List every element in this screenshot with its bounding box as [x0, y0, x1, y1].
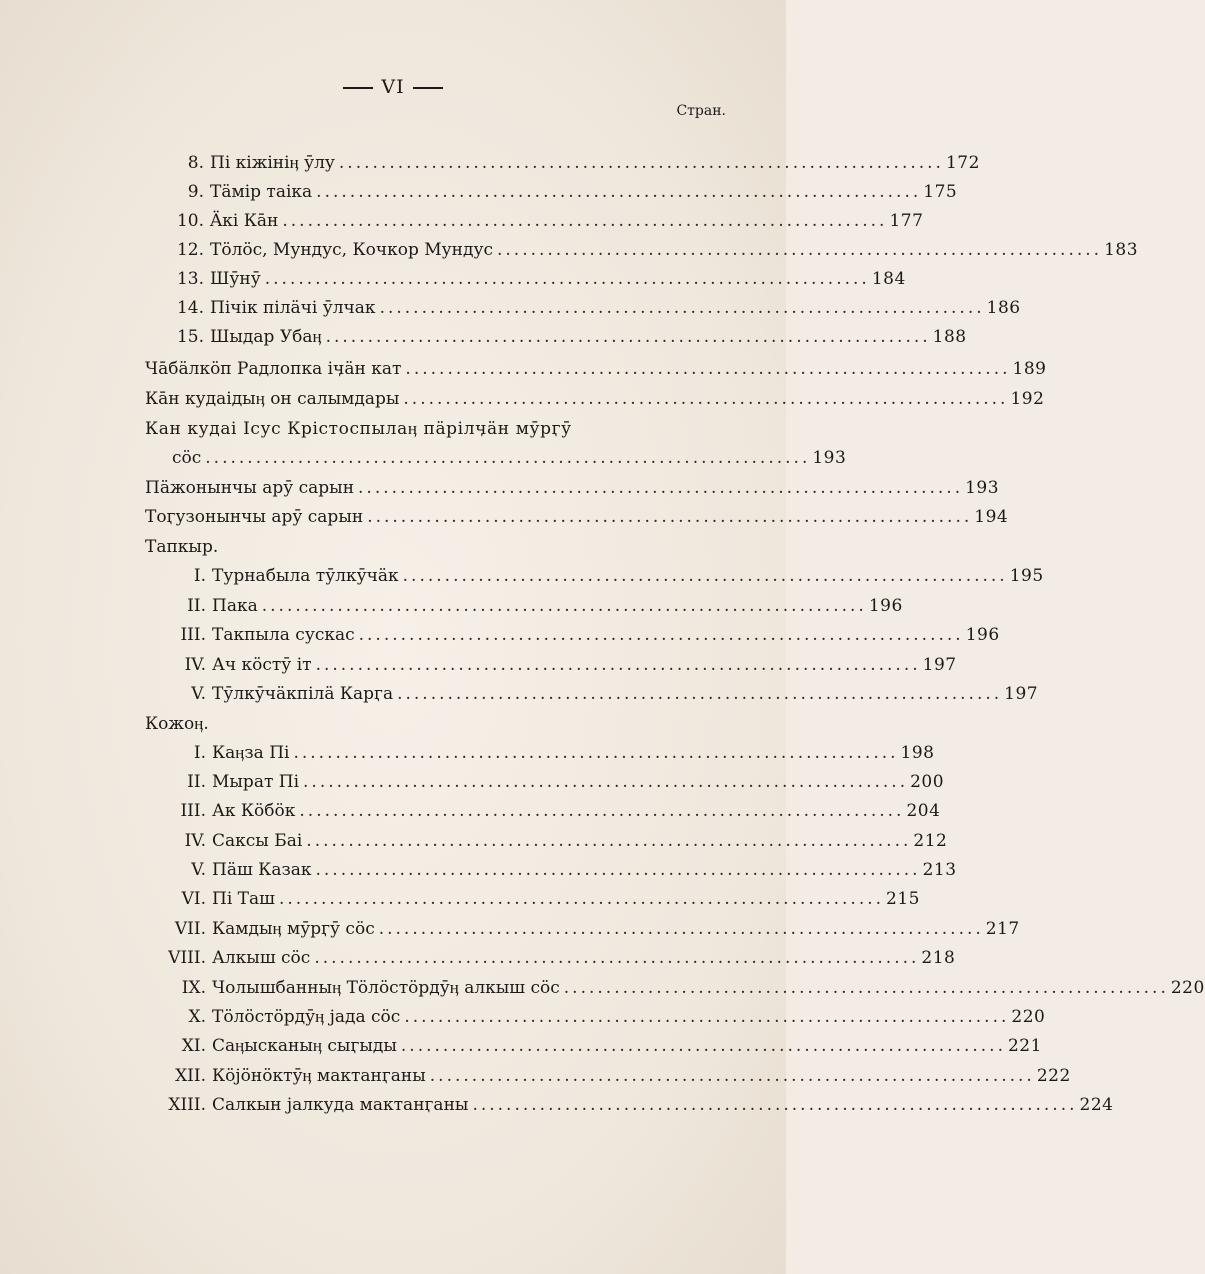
- leader-dots: ........................................................................: [367, 507, 973, 527]
- leader-dots: ........................................................................: [303, 772, 909, 792]
- leader-dots: ........................................................................: [282, 211, 888, 231]
- entry-number: 9.: [187, 182, 204, 202]
- entry-title: Тӧлӧстӧрдӯӊ јада сӧс: [212, 1007, 401, 1027]
- entry-page: 212: [913, 831, 948, 851]
- entry-page: 220: [1170, 978, 1205, 998]
- entry-page: 177: [889, 211, 924, 231]
- entry-title: Камдыӊ мӯрӷӯ сӧс: [212, 919, 375, 939]
- leader-dots: ........................................................................: [403, 389, 1009, 409]
- leader-dots: ........................................................................: [261, 596, 867, 616]
- toc-entry[interactable]: [150, 919, 1020, 948]
- toc-entry[interactable]: [150, 566, 1044, 595]
- leader-dots: ........................................................................: [496, 240, 1103, 260]
- entry-number: V.: [191, 684, 206, 704]
- leader-dots: ........................................................................: [293, 743, 899, 763]
- toc-entry[interactable]: [150, 327, 967, 356]
- entry-page: 184: [871, 269, 906, 289]
- toc-entry[interactable]: [150, 655, 957, 684]
- leader-dots: ........................................................................: [315, 655, 921, 675]
- leader-dots: ........................................................................: [379, 298, 985, 318]
- entry-title: Ач кӧстӯ іт: [212, 655, 312, 675]
- entry-title: Тӧлӧс, Мундус, Кочкор Мундус: [210, 240, 493, 260]
- entry-title: Кан кудаі Ісус Крістоспылаӊ пäрілӌäн мӯрӷӯ: [145, 419, 572, 439]
- entry-number: IX.: [181, 978, 206, 998]
- header-dash-right: [413, 87, 443, 89]
- page-header: [0, 76, 786, 98]
- entry-number: I.: [193, 566, 206, 586]
- entry-title: Турнабыла тӯлкӯчäк: [212, 566, 399, 586]
- entry-number: 14.: [176, 298, 204, 318]
- entry-page: 224: [1079, 1095, 1114, 1115]
- entry-title: Пічік пілäчі ӯлчак: [210, 298, 376, 318]
- entry-title: Пака: [212, 596, 258, 616]
- leader-dots: ........................................................................: [429, 1066, 1035, 1086]
- toc-entry[interactable]: [150, 801, 941, 830]
- leader-dots: ........................................................................: [358, 478, 964, 498]
- entry-number: 10.: [176, 211, 204, 231]
- toc-entry[interactable]: [150, 772, 945, 801]
- toc-entry[interactable]: [150, 240, 1139, 269]
- entry-title: Пäжонынчы арӯ сарын: [145, 478, 355, 498]
- toc-entry[interactable]: [150, 596, 903, 625]
- page-label: VI: [381, 76, 405, 98]
- entry-number: XII.: [175, 1066, 206, 1086]
- leader-dots: ........................................................................: [402, 566, 1008, 586]
- leader-dots: ........................................................................: [472, 1095, 1078, 1115]
- entry-number: X.: [188, 1007, 206, 1027]
- entry-page: 218: [921, 948, 956, 968]
- entry-title: Шыдар Убаӊ: [210, 327, 322, 347]
- entry-page: 195: [1009, 566, 1044, 586]
- toc-entry[interactable]: [150, 1095, 1114, 1124]
- toc-entry[interactable]: [150, 889, 920, 918]
- leader-dots: ........................................................................: [314, 948, 920, 968]
- entry-number: VIII.: [168, 948, 206, 968]
- toc-entry[interactable]: [150, 298, 1021, 327]
- toc-entry[interactable]: [150, 211, 924, 240]
- toc-entry[interactable]: [150, 625, 1000, 654]
- leader-dots: ........................................................................: [563, 978, 1169, 998]
- toc-entry[interactable]: [150, 153, 980, 182]
- entry-page: 198: [900, 743, 935, 763]
- toc-entry-continuation[interactable]: [172, 448, 847, 477]
- entry-number: III.: [180, 625, 206, 645]
- toc-entry-wrapped[interactable]: [145, 419, 714, 448]
- entry-title: Саӊысканыӊ сыӷыды: [212, 1036, 397, 1056]
- leader-dots: ........................................................................: [397, 684, 1003, 704]
- entry-title: Кāн кудаідыӊ он салымдары: [145, 389, 400, 409]
- entry-title: сӧс: [172, 448, 202, 468]
- entry-title: Салкын јалкуда мактанӷаны: [212, 1095, 469, 1115]
- entry-page: 222: [1036, 1066, 1071, 1086]
- entry-page: 196: [868, 596, 903, 616]
- toc-entry[interactable]: [150, 743, 935, 772]
- entry-title: Чāбäлкӧп Радлопка іӌäн кат: [145, 359, 402, 379]
- leader-dots: ........................................................................: [306, 831, 912, 851]
- leader-dots: ........................................................................: [358, 625, 964, 645]
- entry-number: 8.: [187, 153, 204, 173]
- entry-number: II.: [187, 772, 206, 792]
- entry-page: 217: [985, 919, 1020, 939]
- entry-page: 204: [906, 801, 941, 821]
- entry-page: 175: [923, 182, 958, 202]
- entry-page: 221: [1007, 1036, 1042, 1056]
- entry-page: 220: [1011, 1007, 1046, 1027]
- entry-number: IV.: [184, 831, 206, 851]
- entry-title: Ак Кӧбӧк: [212, 801, 296, 821]
- entry-title: Шӯнӯ: [210, 269, 261, 289]
- entry-title: Мырат Пі: [212, 772, 300, 792]
- entry-page: 200: [910, 772, 945, 792]
- entry-page: 193: [965, 478, 1000, 498]
- entry-page: 197: [1004, 684, 1039, 704]
- toc-entry[interactable]: [145, 507, 1009, 536]
- entry-title: Тӯлкӯчäкпілä Карӷа: [212, 684, 394, 704]
- toc-entry[interactable]: [150, 948, 956, 977]
- entry-number: V.: [191, 860, 206, 880]
- entry-page: 172: [945, 153, 980, 173]
- entry-page: 188: [932, 327, 967, 347]
- entry-title: Тäмір таіка: [210, 182, 313, 202]
- toc-entry[interactable]: [150, 860, 957, 889]
- header-dash-left: [343, 87, 373, 89]
- entry-title: Пі кіжініӊ ӯлу: [210, 153, 335, 173]
- entry-page: 194: [974, 507, 1009, 527]
- toc-entry[interactable]: [150, 831, 948, 860]
- toc-entry[interactable]: [150, 1066, 1071, 1095]
- leader-dots: ........................................................................: [405, 359, 1011, 379]
- leader-dots: ........................................................................: [404, 1007, 1010, 1027]
- entry-title: Кӧјӧнӧктӯӊ мактанӷаны: [212, 1066, 426, 1086]
- entry-page: 213: [922, 860, 957, 880]
- entry-page: 183: [1104, 240, 1139, 260]
- entry-number: XI.: [181, 1036, 206, 1056]
- entry-number: I.: [193, 743, 206, 763]
- entry-number: VI.: [181, 889, 206, 909]
- entry-number: 13.: [176, 269, 204, 289]
- entry-number: IV.: [184, 655, 206, 675]
- toc-entry[interactable]: [150, 1036, 1042, 1065]
- leader-dots: ........................................................................: [338, 153, 944, 173]
- toc-entry[interactable]: [145, 389, 1045, 418]
- entry-number: XIII.: [168, 1095, 206, 1115]
- toc-entry[interactable]: [145, 478, 1000, 507]
- leader-dots: ........................................................................: [400, 1036, 1006, 1056]
- entry-title: Алкыш сӧс: [212, 948, 311, 968]
- toc-entry[interactable]: [150, 978, 1205, 1007]
- column-label: Стран.: [676, 103, 726, 119]
- leader-dots: ........................................................................: [315, 860, 921, 880]
- leader-dots: ........................................................................: [378, 919, 984, 939]
- leader-dots: ........................................................................: [299, 801, 905, 821]
- toc-entry[interactable]: [150, 1007, 1046, 1036]
- entry-page: 186: [986, 298, 1021, 318]
- entry-title: Äкі Кāн: [210, 211, 279, 231]
- entry-title: Пäш Казак: [212, 860, 312, 880]
- entry-title: Такпыла сускас: [212, 625, 355, 645]
- leader-dots: ........................................................................: [264, 269, 870, 289]
- leader-dots: ........................................................................: [278, 889, 885, 909]
- entry-number: 15.: [176, 327, 204, 347]
- entry-number: III.: [180, 801, 206, 821]
- entry-number: II.: [187, 596, 206, 616]
- toc-entry[interactable]: [150, 182, 958, 211]
- leader-dots: ........................................................................: [316, 182, 922, 202]
- entry-page: 197: [922, 655, 957, 675]
- entry-title: Пі Таш: [212, 889, 275, 909]
- entry-page: 196: [965, 625, 1000, 645]
- entry-page: 189: [1012, 359, 1047, 379]
- entry-number: VII.: [174, 919, 206, 939]
- toc-entry[interactable]: [145, 359, 1047, 388]
- leader-dots: ........................................................................: [325, 327, 931, 347]
- entry-title: Саксы Баі: [212, 831, 303, 851]
- section-heading-tapkyr: Тапкыр.: [145, 537, 219, 557]
- entry-title: Каӊза Пі: [212, 743, 290, 763]
- section-heading-kozhon: Кожоӊ.: [145, 714, 209, 734]
- toc-entry[interactable]: [150, 269, 906, 298]
- entry-page: 193: [812, 448, 847, 468]
- toc-entry[interactable]: [150, 684, 1039, 713]
- entry-page: 215: [886, 889, 920, 909]
- entry-title: Тоӷузонынчы арӯ сарын: [145, 507, 364, 527]
- entry-page: 192: [1010, 389, 1045, 409]
- leader-dots: ........................................................................: [205, 448, 811, 468]
- entry-title: Чолышбанныӊ Тӧлӧстӧрдӯӊ алкыш сӧс: [212, 978, 560, 998]
- entry-number: 12.: [176, 240, 204, 260]
